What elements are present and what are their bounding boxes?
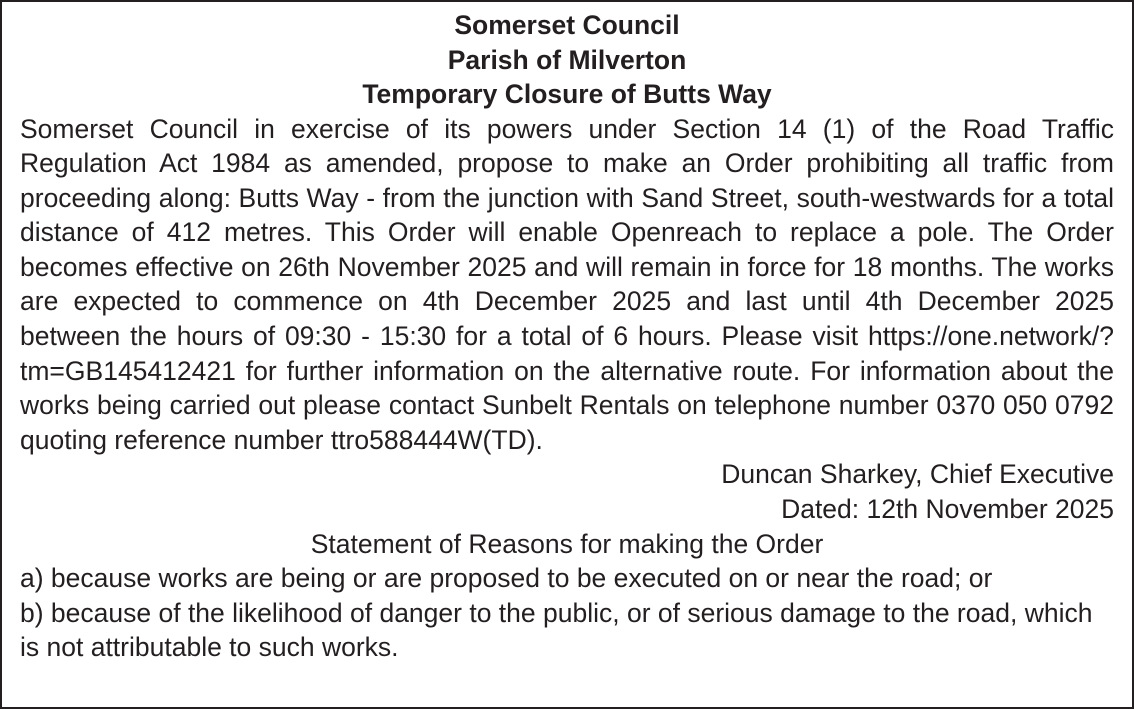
signatory: Duncan Sharkey, Chief Executive [721,459,1114,490]
reason-item: a) because works are being or are proposed to be executed on or near the road; or [20,563,993,594]
reason-item: b) because of the likelihood of danger to the public, or of serious damage to the road, which is not attributable to such works. [20,597,1093,663]
notice-title: Temporary Closure of Butts Way [362,79,772,109]
parish-name: Parish of Milverton [447,44,687,75]
date-line: Dated: 12th November 2025 [781,494,1114,525]
council-name: Somerset Council [454,10,680,40]
notice-body: Somerset Council in exercise of its powers under Section 14 (1) of the Road Traffic Regulation Act 1984 as amended, propose to make an Order prohibiting all traffic from proceeding along: Butts Way - from the junction with Sand Street, south-westwards for a total distance of 412 metres. This Order will enable Openreach to replace a pole. The Order becomes effective on 26th November 2025 and will remain in force for 18 months. The works are expected to commence on 4th December 2025 and last until 4th December 2025 between the hours of 09:30 - 15:30 for a total of 6 hours. Please visit https://one.network/?tm=GB145412421 for further information on the alternative route. For information about the works being carried out please contact Sunbelt Rentals on telephone number 0370 050 0792 quoting reference number ttro588444W(TD). [20,113,1114,455]
reasons-heading: Statement of Reasons for making the Order [310,528,824,559]
